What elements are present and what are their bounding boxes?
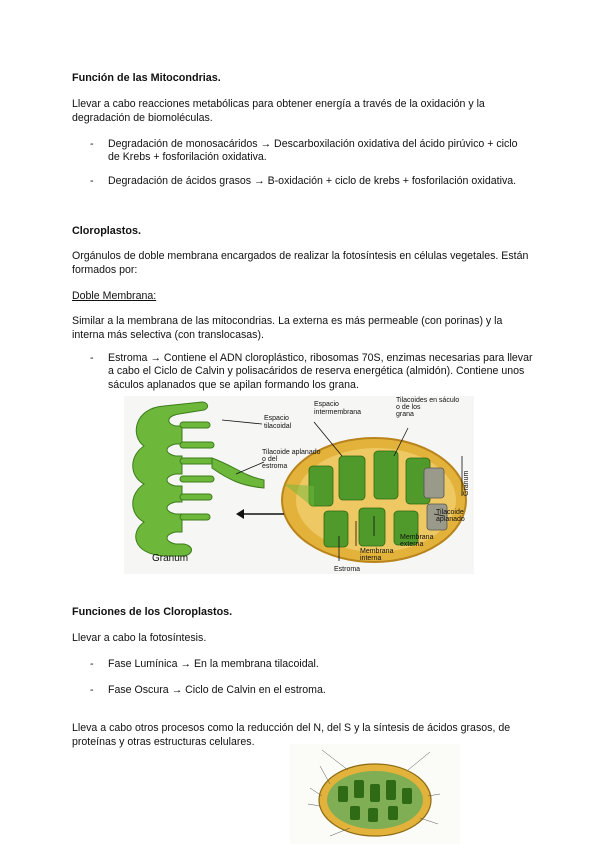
label-espacio-intermembrana: Espacio intermembrana (314, 401, 362, 416)
paragraph-cloroplastos-intro: Orgánulos de doble membrana encargados de realizar la fotosíntesis en células vegetales. Están formados por: (72, 250, 529, 276)
heading-cloroplastos: Cloroplastos. (72, 225, 141, 237)
chloroplast-diagram (124, 396, 474, 574)
list-item: Fase Oscura → Ciclo de Calvin en el estroma. (108, 684, 326, 696)
heading-mitocondrias: Función de las Mitocondrias. (72, 72, 221, 84)
list-dash: - (90, 175, 94, 187)
subheading-doble-membrana: Doble Membrana: (72, 290, 157, 302)
label-tilacoide-aplanado-estroma: Tilacoide aplanado o del estroma (262, 449, 321, 470)
list-item: Fase Lumínica → En la membrana tilacoidal. (108, 658, 319, 670)
label-granum: Granum (152, 553, 189, 564)
list-dash: - (90, 138, 94, 150)
label-estroma: Estroma (334, 566, 361, 573)
list-dash: - (90, 684, 94, 696)
label-tilacoide-aplanado: Tilacoide aplanado (436, 509, 465, 523)
label-membrana-interna: Membrana interna (360, 548, 394, 562)
heading-funciones-cloroplastos: Funciones de los Cloroplastos. (72, 606, 233, 618)
list-item: Degradación de monosacáridos → Descarboxilación oxidativa del ácido pirúvico + ciclo de Krebs + fosforilación oxidativa. (108, 138, 518, 164)
paragraph-mitocondrias-intro: Llevar a cabo reacciones metabólicas para obtener energía a través de la oxidación y la degradación de biomoléculas. (72, 98, 485, 124)
list-item: Degradación de ácidos grasos → B-oxidación + ciclo de krebs + fosforilación oxidativa. (108, 175, 517, 187)
list-item: Estroma → Contiene el ADN cloroplástico, ribosomas 70S, enzimas necesarias para llevar a cabo el Ciclo de Calvin y polisacáridos de reserva energética (almidón). Contiene unos sáculos aplanados que se apilan formando los grana. (108, 352, 533, 391)
paragraph-membrana: Similar a la membrana de las mitocondrias. La externa es más permeable (con porinas) y la interna más selectiva (con translocasas). (72, 315, 503, 341)
label-membrana-externa: Membrana externa (400, 534, 434, 548)
list-dash: - (90, 658, 94, 670)
label-granum-side: Granum (463, 470, 470, 496)
label-espacio-tilacoidal: Espacio tilacoidal (264, 415, 292, 430)
chloroplast-small-diagram (290, 744, 460, 844)
paragraph-fotosintesis: Llevar a cabo la fotosíntesis. (72, 632, 207, 644)
label-tilacoides-saculo: Tilacoides en sáculo o de los grana (396, 397, 460, 418)
paragraph-otros-procesos: Lleva a cabo otros procesos como la reducción del N, del S y la síntesis de ácidos grasos, de proteínas y otras estructuras celulares. (72, 722, 511, 748)
list-dash: - (90, 352, 94, 364)
